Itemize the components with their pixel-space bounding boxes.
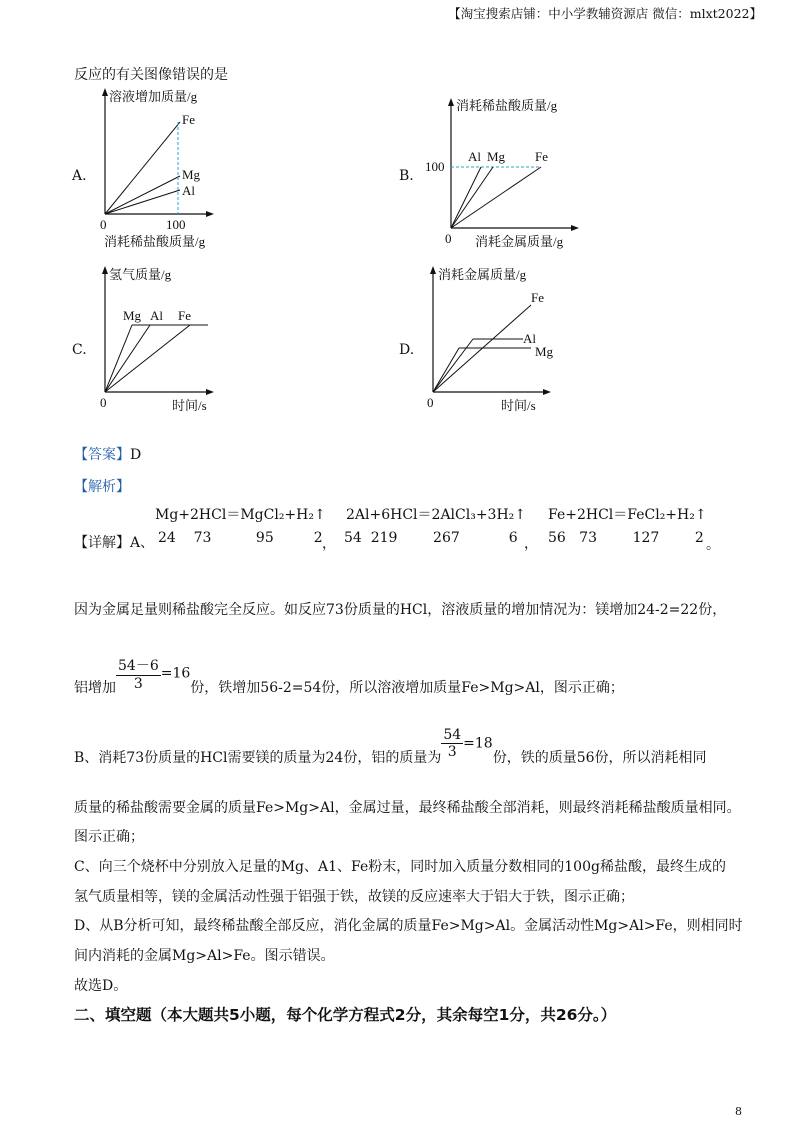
line-al: [105, 190, 180, 214]
fraction-al: [116, 655, 161, 692]
detail-prefix: [74, 532, 154, 552]
option-a-label: A.: [72, 168, 87, 184]
graph-d-fe-label: Fe: [531, 290, 544, 305]
graph-b-xlabel: 消耗金属质量/g: [475, 234, 564, 249]
graph-c-xlabel: 时间/s: [172, 398, 207, 413]
line-mg: [433, 348, 459, 392]
para3-pre: B、消耗73份质量的HCl需要镁的质量为24份，铝的质量为: [74, 749, 442, 766]
paragraph-10: 故选D。: [74, 978, 128, 994]
answer-line: [74, 444, 141, 464]
graph-b-fe-label: Fe: [535, 149, 548, 164]
paragraph-3: [74, 727, 707, 766]
answer-value: D: [130, 447, 142, 463]
equation-2: 2Al+6HCl＝2AlCl₃+3H₂↑: [346, 507, 527, 523]
analysis-tag: 【解析】: [74, 479, 130, 495]
fraction-b: [441, 727, 463, 760]
option-c-label: C.: [72, 342, 87, 358]
line-al: [433, 339, 473, 392]
para2-post: 份，铁增加56-2=54份，所以溶液增加质量Fe>Mg>Al，图示正确；: [190, 679, 624, 696]
line-fe: [105, 122, 180, 214]
paragraph-4: 质量的稀盐酸需要金属的质量Fe>Mg>Al，金属过量，最终稀盐酸全部消耗，则最终消耗稀盐酸质量相同。: [74, 800, 741, 816]
paragraph-5: 图示正确；: [74, 829, 144, 845]
graph-d-al-label: Al: [523, 331, 536, 346]
paragraph-6: C、向三个烧杯中分别放入足量的Mg、A1、Fe粉末，同时加入质量分数相同的100g稀盐酸，最终生成的: [74, 859, 726, 875]
option-b-label: B.: [399, 168, 414, 184]
graph-a-xtick: 100: [166, 217, 186, 232]
equation-3-masses: 56 73 127 2: [548, 530, 704, 546]
graph-c-fe-label: Fe: [178, 308, 191, 323]
graph-b-origin: 0: [445, 231, 452, 246]
paragraph-2: [74, 655, 624, 696]
graph-a-svg: [90, 84, 260, 254]
equation-sep-1: ，: [322, 536, 336, 552]
graph-c-al-label: Al: [150, 308, 163, 323]
equation-sep-2: ，: [524, 536, 538, 552]
graph-b-svg: [423, 94, 613, 254]
equation-2-masses: 54 219 267 6: [344, 530, 518, 546]
graph-a-xlabel: 消耗稀盐酸质量/g: [104, 234, 206, 249]
page-number: 8: [735, 1105, 742, 1118]
equation-1-masses: 24 73 95 2: [158, 530, 323, 546]
paragraph-1: 因为金属足量则稀盐酸完全反应。如反应73份质量的HCl，溶液质量的增加情况为：镁增加24-2=22份，: [74, 602, 727, 618]
equation-end: 。: [706, 537, 720, 553]
section-title: 二、填空题（本大题共5小题，每个化学方程式2分，其余每空1分，共26分。）: [74, 1006, 617, 1024]
paragraph-7: 氢气质量相等，镁的金属活动性强于铝强于铁，故镁的反应速率大于铝大于铁，图示正确；: [74, 889, 634, 905]
page-header: 【淘宝搜索店铺：中小学教辅资源店 微信：mlxt2022】: [448, 6, 762, 21]
paragraph-8: D、从B分析可知，最终稀盐酸全部反应，消化金属的质量Fe>Mg>Al。金属活动性Mg>Al>Fe，则相同时: [74, 918, 743, 934]
intro-text: 反应的有关图像错误的是: [74, 67, 228, 83]
line-al: [451, 167, 481, 228]
graph-b-ylabel: 消耗稀盐酸质量/g: [456, 98, 558, 113]
graph-a-fe-label: Fe: [182, 112, 195, 127]
fraction-b-num: 54: [443, 727, 462, 743]
graph-d-origin: 0: [427, 395, 434, 410]
fraction-b-den: 3: [447, 744, 457, 760]
graph-d-xlabel: 时间/s: [501, 398, 536, 413]
graph-c-mg-label: Mg: [123, 308, 142, 323]
graph-a-origin: 0: [100, 217, 107, 232]
graph-d-mg-label: Mg: [535, 344, 554, 359]
option-d-label: D.: [399, 342, 415, 358]
detail-tag: 【详解】: [74, 535, 130, 551]
graph-c-ylabel: 氢气质量/g: [109, 267, 172, 282]
fraction-al-den: 3: [133, 676, 143, 692]
graph-d-ylabel: 消耗金属质量/g: [438, 267, 527, 282]
para3-post: 份，铁的质量56份，所以消耗相同: [492, 749, 707, 766]
equation-1: Mg+2HCl＝MgCl₂+H₂↑: [155, 507, 326, 523]
graph-a-ylabel: 溶液增加质量/g: [109, 89, 198, 104]
graph-a-al-label: Al: [182, 183, 195, 198]
equation-3: Fe+2HCl＝FeCl₂+H₂↑: [548, 507, 707, 523]
graph-c-origin: 0: [100, 395, 107, 410]
fraction-al-eq: =16: [160, 665, 191, 682]
para2-pre: 铝增加: [74, 679, 116, 696]
answer-tag: 【答案】: [74, 447, 130, 463]
line-mg: [451, 167, 493, 228]
graph-b-ytick: 100: [425, 159, 445, 174]
graph-b-mg-label: Mg: [487, 149, 506, 164]
fraction-al-num: 54－6: [116, 655, 161, 676]
line-fe: [105, 325, 190, 392]
fraction-b-eq: =18: [463, 735, 493, 752]
line-mg: [105, 176, 180, 214]
graph-b-al-label: Al: [468, 149, 481, 164]
paragraph-9: 间内消耗的金属Mg>Al>Fe。图示错误。: [74, 948, 335, 964]
graph-c-svg: [90, 262, 260, 422]
graph-d-svg: [423, 262, 613, 422]
line-fe: [451, 167, 541, 228]
graph-a-mg-label: Mg: [182, 167, 201, 182]
detail-a: A、: [130, 535, 155, 551]
